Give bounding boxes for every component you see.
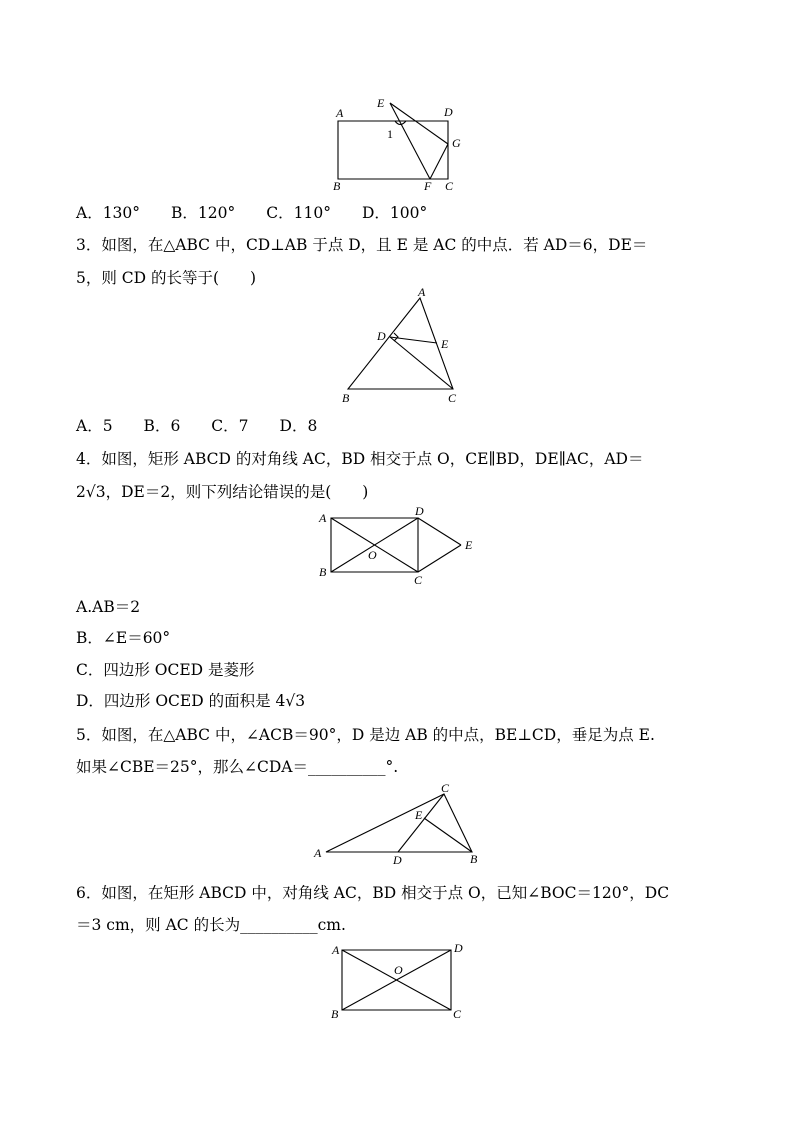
- q2-options: A．130° B．120° C．110° D．100°: [76, 204, 428, 222]
- label-d: D: [377, 329, 386, 343]
- label-e: E: [465, 538, 473, 552]
- q4-option-d: D．四边形 OCED 的面积是 4√3: [76, 692, 306, 710]
- segment-eg: [390, 103, 448, 144]
- q6-line1: 6．如图，在矩形 ABCD 中，对角线 AC，BD 相交于点 O，已知∠BOC＝120°，DC: [76, 884, 670, 902]
- label-g: G: [452, 136, 461, 150]
- figure-rectangle-fold: [320, 92, 470, 196]
- figure-triangle-q3: [335, 285, 470, 407]
- figure-rectangle-q6: [326, 937, 471, 1025]
- figure-rectangle-q4: [314, 503, 484, 589]
- label-c: C: [445, 179, 454, 193]
- label-b: B: [319, 565, 327, 579]
- label-b: B: [470, 852, 478, 866]
- segment-fg: [430, 144, 448, 179]
- label-c: C: [414, 573, 423, 587]
- label-a: A: [319, 511, 327, 525]
- label-b: B: [333, 179, 341, 193]
- label-b: B: [342, 391, 350, 405]
- q5-line1: 5．如图，在△ABC 中，∠ACB＝90°，D 是边 AB 的中点，BE⊥CD，垂足为点 E.: [76, 726, 655, 744]
- figure-triangle-q5: [312, 780, 487, 866]
- q4-option-b: B．∠E＝60°: [76, 629, 171, 647]
- label-c: C: [453, 1007, 462, 1021]
- label-d: D: [444, 105, 453, 119]
- q4-option-c: C．四边形 OCED 是菱形: [76, 661, 255, 679]
- q4-option-a: A.AB＝2: [76, 598, 141, 616]
- q5-line2: 如果∠CBE＝25°，那么∠CDA＝__________°.: [76, 758, 399, 776]
- label-e: E: [441, 337, 449, 351]
- label-d: D: [415, 504, 424, 518]
- label-o: O: [394, 963, 403, 977]
- label-angle-1: 1: [387, 127, 393, 141]
- right-angle-mark: [394, 333, 398, 341]
- rectangle-abcd: [338, 121, 448, 179]
- segment-ce: [418, 545, 461, 572]
- segment-cd: [398, 794, 444, 852]
- label-f: F: [424, 179, 432, 193]
- q3-options: A．5 B．6 C．7 D．8: [76, 417, 318, 435]
- q6-line2: ＝3 cm，则 AC 的长为__________cm.: [76, 916, 346, 934]
- label-a: A: [314, 846, 322, 860]
- triangle-abc: [326, 794, 472, 852]
- segment-de: [418, 518, 461, 545]
- label-d: D: [454, 941, 463, 955]
- label-a: A: [418, 285, 426, 299]
- segment-be: [424, 818, 472, 852]
- label-a: A: [336, 106, 344, 120]
- label-o: O: [368, 548, 377, 562]
- label-c: C: [448, 391, 457, 405]
- label-b: B: [331, 1007, 339, 1021]
- q3-line2: 5，则 CD 的长等于( ): [76, 269, 257, 287]
- label-e: E: [377, 96, 385, 110]
- label-a: A: [332, 943, 340, 957]
- q3-line1: 3．如图，在△ABC 中，CD⊥AB 于点 D，且 E 是 AC 的中点．若 AD＝6，DE＝: [76, 236, 648, 254]
- label-e: E: [415, 808, 423, 822]
- q4-line1: 4．如图，矩形 ABCD 的对角线 AC，BD 相交于点 O，CE∥BD，DE∥AC，AD＝: [76, 450, 644, 468]
- label-d: D: [393, 853, 402, 867]
- segment-ef: [390, 103, 430, 179]
- label-c: C: [441, 781, 450, 795]
- q4-line2: 2√3，DE＝2，则下列结论错误的是( ): [76, 483, 369, 501]
